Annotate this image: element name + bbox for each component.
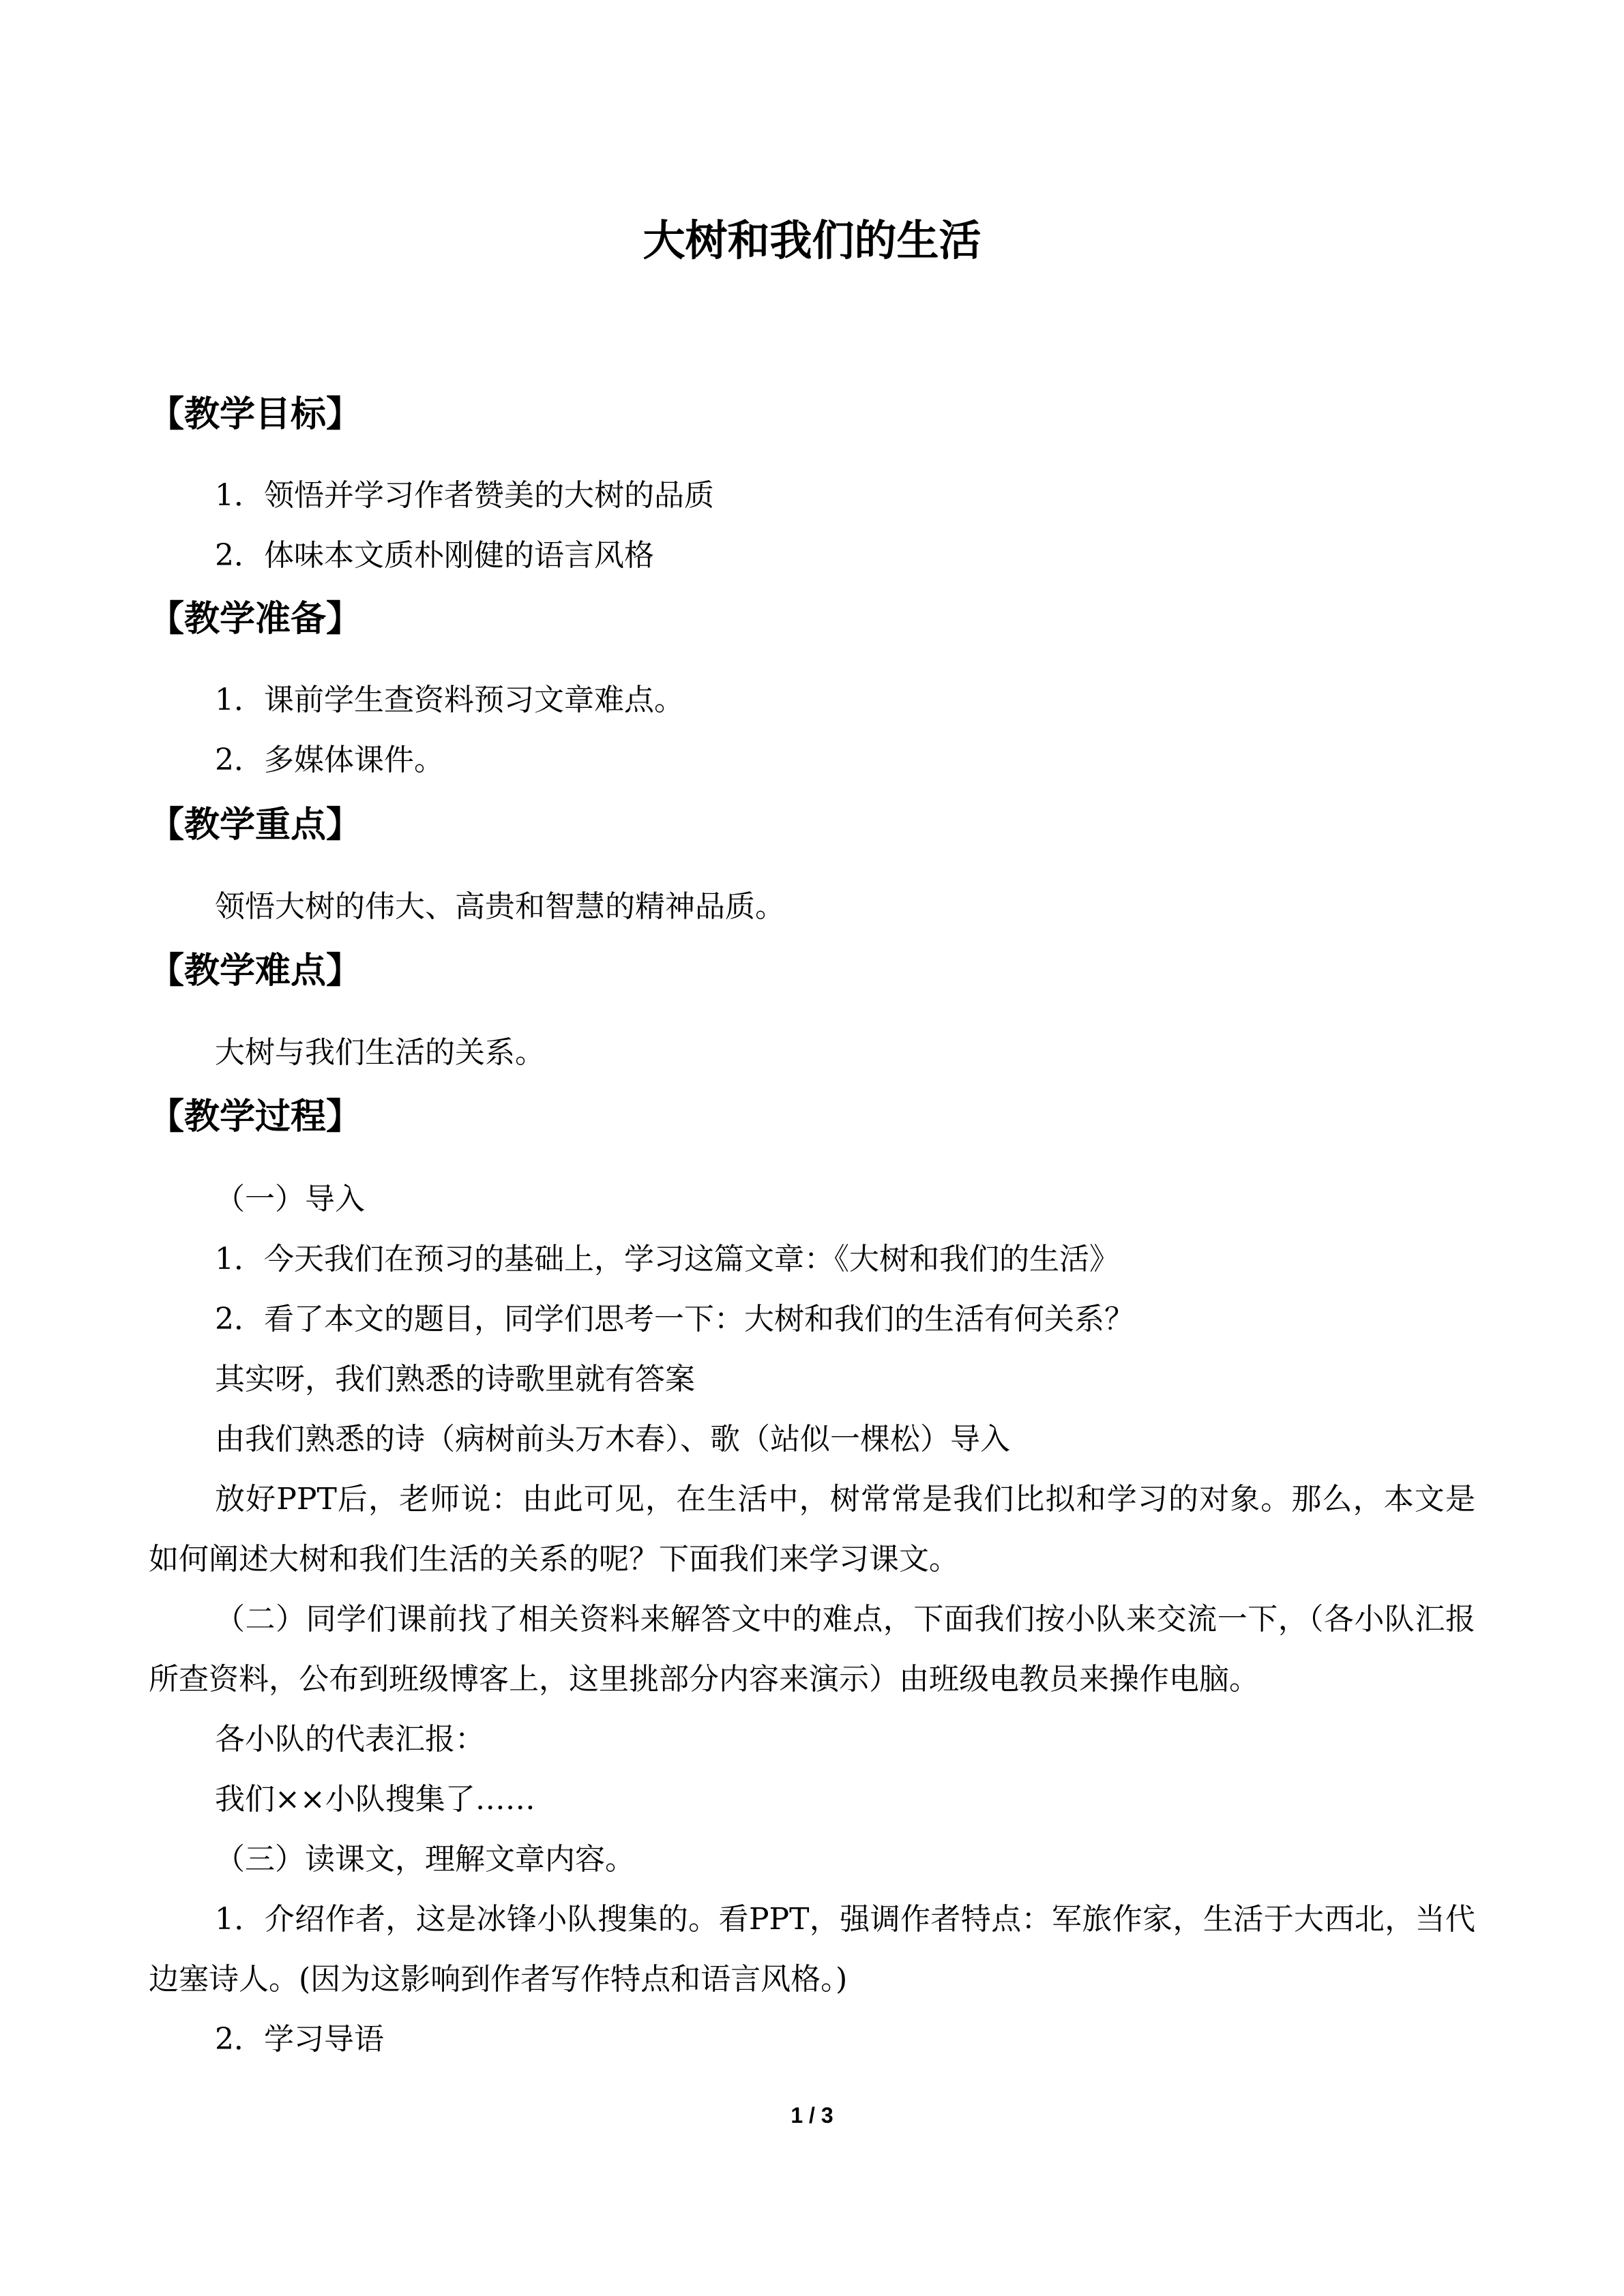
difficulties-line-1: 大树与我们生活的关系。 — [215, 1035, 545, 1070]
process-line-1: （一）导入 — [215, 1182, 365, 1217]
process-line-4: 其实呀，我们熟悉的诗歌里就有答案 — [215, 1362, 695, 1397]
section-heading-key-points: 【教学重点】 — [149, 805, 362, 846]
section-heading-process: 【教学过程】 — [149, 1097, 362, 1137]
process-paragraph-ppt: 放好PPT后，老师说：由此可见，在生活中，树常常是我们比拟和学习的对象。那么，本文是如何阐述大树和我们生活的关系的呢？下面我们来学习课文。 — [149, 1482, 1475, 1577]
objective-line-2: 2．体味本文质朴刚健的语言风格 — [215, 538, 654, 573]
process-line-2: 1．今天我们在预习的基础上，学习这篇文章：《大树和我们的生活》 — [215, 1242, 1119, 1277]
section-heading-objectives: 【教学目标】 — [149, 394, 362, 435]
objective-line-1: 1．领悟并学习作者赞美的大树的品质 — [215, 478, 714, 513]
key-points-line-1: 领悟大树的伟大、高贵和智慧的精神品质。 — [215, 889, 785, 924]
process-line-guide: 2．学习导语 — [215, 2022, 384, 2057]
page-number: 1 / 3 — [791, 2103, 833, 2128]
process-line-5: 由我们熟悉的诗（病树前头万木春）、歌（站似一棵松）导入 — [215, 1422, 1010, 1457]
process-line-collected: 我们××小队搜集了…… — [215, 1782, 535, 1817]
document-title: 大树和我们的生活 — [643, 215, 981, 265]
process-line-3: 2．看了本文的题目，同学们思考一下：大树和我们的生活有何关系？ — [215, 1302, 1134, 1337]
process-line-read-text: （三）读课文，理解文章内容。 — [215, 1842, 635, 1877]
preparation-line-2: 2．多媒体课件。 — [215, 743, 444, 777]
preparation-line-1: 1．课前学生查资料预习文章难点。 — [215, 683, 684, 717]
process-paragraph-exchange: （二）同学们课前找了相关资料来解答文中的难点，下面我们按小队来交流一下，（各小队汇报所查资料，公布到班级博客上，这里挑部分内容来演示）由班级电教员来操作电脑。 — [149, 1602, 1475, 1697]
section-heading-preparation: 【教学准备】 — [149, 599, 362, 640]
section-heading-difficulties: 【教学难点】 — [149, 951, 362, 992]
process-paragraph-author: 1．介绍作者，这是冰锋小队搜集的。看PPT，强调作者特点：军旅作家，生活于大西北，当代边塞诗人。(因为这影响到作者写作特点和语言风格。) — [149, 1902, 1475, 1997]
process-line-reports: 各小队的代表汇报： — [215, 1722, 485, 1757]
